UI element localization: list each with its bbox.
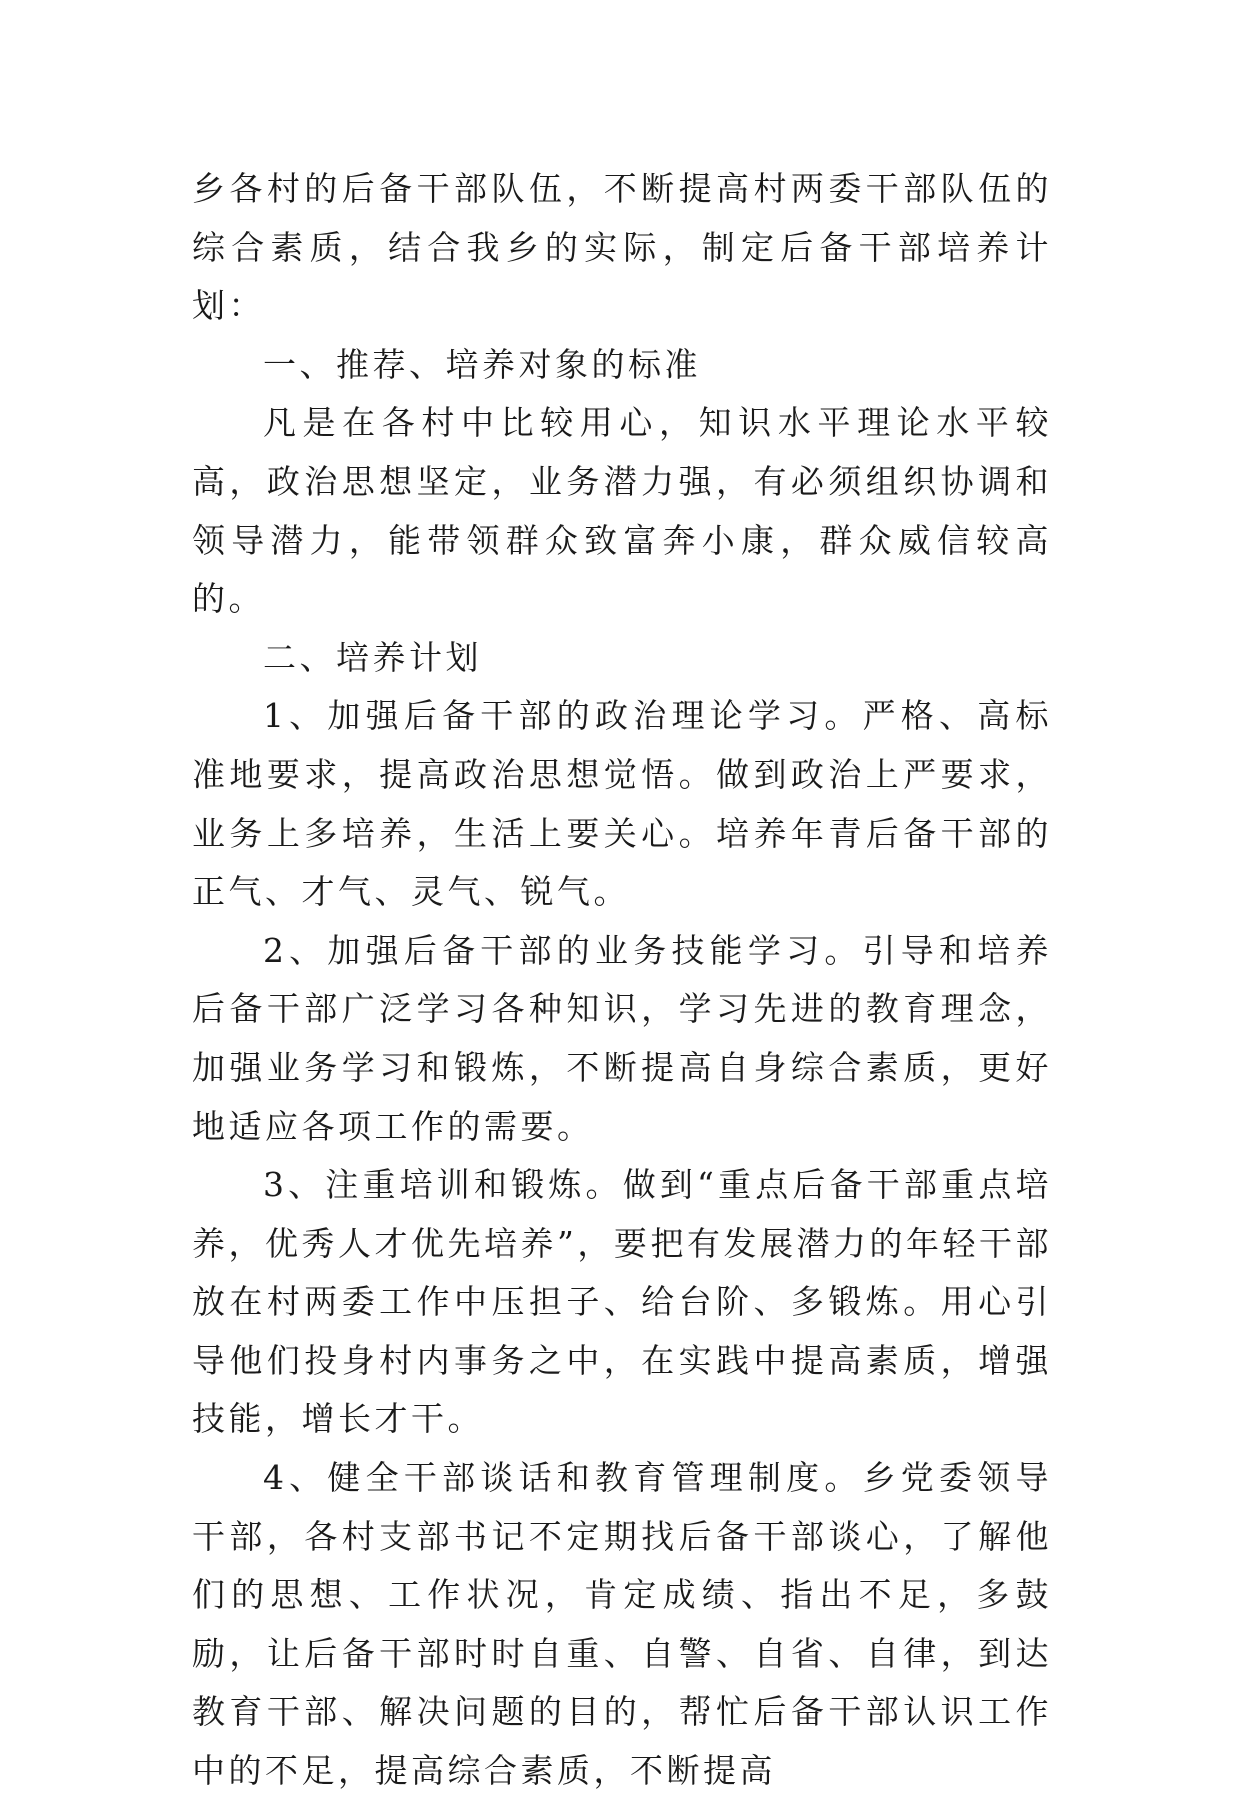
paragraph-item-2: 2、加强后备干部的业务技能学习。引导和培养后备干部广泛学习各种知识，学习先进的教育理念，加强业务学习和锻炼，不断提高自身综合素质，更好地适应各项工作的需要。	[192, 930, 1052, 1146]
paragraph-item-1: 1、加强后备干部的政治理论学习。严格、高标准地要求，提高政治思想觉悟。做到政治上严要求，业务上多培养，生活上要关心。培养年青后备干部的正气、才气、灵气、锐气。	[192, 696, 1052, 912]
heading-section-1: 一、推荐、培养对象的标准	[262, 344, 701, 384]
heading-section-2: 二、培养计划	[262, 637, 482, 677]
paragraph-item-4: 4、健全干部谈话和教育管理制度。乡党委领导干部，各村支部书记不定期找后备干部谈心，了解他们的思想、工作状况，肯定成绩、指出不足，多鼓励，让后备干部时时自重、自警、自省、自律，到达教育干部、解决问题的目的，帮忙后备干部认识工作中的不足，提高综合素质，不断提高	[192, 1458, 1052, 1791]
paragraph-intro: 乡各村的后备干部队伍，不断提高村两委干部队伍的综合素质，结合我乡的实际，制定后备干部培养计划：	[192, 169, 1052, 326]
document-body	[192, 160, 1052, 1801]
paragraph-standards: 凡是在各村中比较用心，知识水平理论水平较高，政治思想坚定，业务潜力强，有必须组织协调和领导潜力，能带领群众致富奔小康，群众威信较高的。	[192, 403, 1052, 619]
paragraph-item-3: 3、注重培训和锻炼。做到“重点后备干部重点培养，优秀人才优先培养”，要把有发展潜力的年轻干部放在村两委工作中压担子、给台阶、多锻炼。用心引导他们投身村内事务之中，在实践中提高素质，增强技能，增长才干。	[192, 1165, 1052, 1439]
